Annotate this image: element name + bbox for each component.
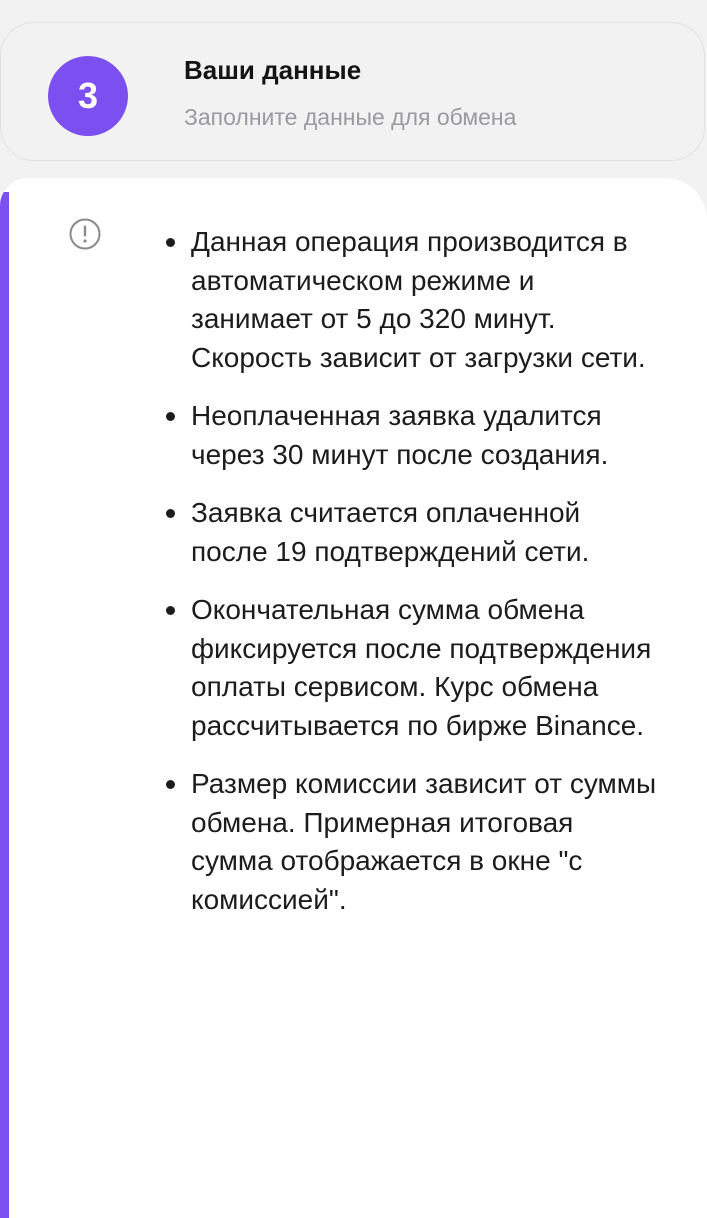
bullet xyxy=(166,412,175,421)
note-text: Данная операция производится в автоматическом режиме и занимает от 5 до 320 минут. Скорость зависит от загрузки сети. xyxy=(191,226,646,373)
list-item xyxy=(164,223,659,377)
step-header-card[interactable] xyxy=(0,22,705,161)
bullet xyxy=(166,606,175,615)
info-notes-list xyxy=(164,223,659,939)
note-text: Заявка считается оплаченной после 19 подтверждений сети. xyxy=(191,497,590,567)
note-text: Неоплаченная заявка удалится через 30 минут после создания. xyxy=(191,400,609,470)
step-title: Ваши данные xyxy=(184,55,362,85)
list-item xyxy=(164,765,659,919)
exclamation-circle-icon xyxy=(69,218,101,250)
note-text: Окончательная сумма обмена фиксируется после подтверждения оплаты сервисом. Курс обмена рассчитывается по бирже Binance. xyxy=(191,594,652,741)
bullet xyxy=(166,780,175,789)
list-item xyxy=(164,397,659,474)
list-item xyxy=(164,494,659,571)
bullet xyxy=(166,509,175,518)
step-number-badge: 3 xyxy=(48,56,128,136)
note-text: Размер комиссии зависит от суммы обмена. Примерная итоговая сумма отображается в окне "с комиссией". xyxy=(191,768,657,915)
info-card xyxy=(0,178,707,1218)
list-item xyxy=(164,591,659,745)
step-subtitle: Заполните данные для обмена xyxy=(184,104,517,130)
bullet xyxy=(166,238,175,247)
accent-bar xyxy=(0,192,9,1218)
